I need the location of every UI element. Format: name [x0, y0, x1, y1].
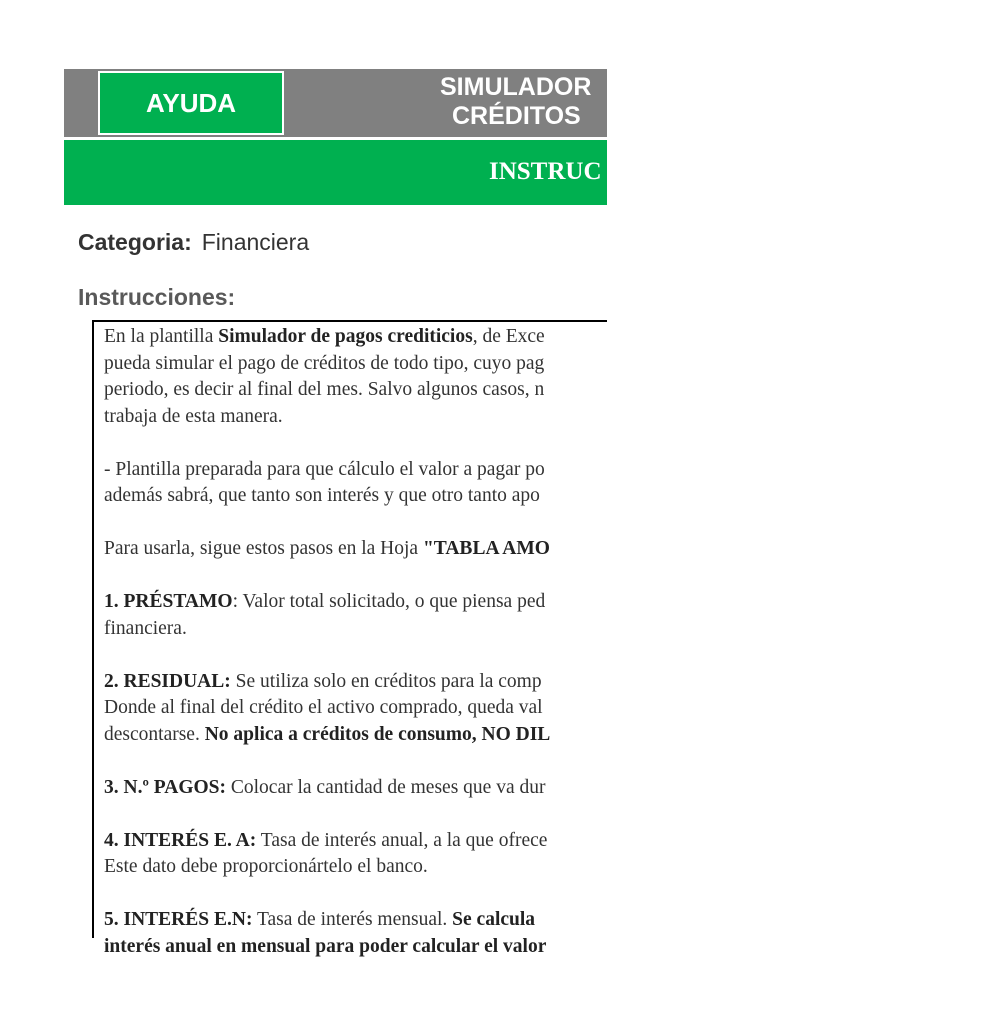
note: Se calcula — [452, 909, 536, 930]
text: Se utiliza solo en créditos para la comp — [230, 670, 542, 692]
page-title — [408, 71, 607, 135]
step-residual — [104, 669, 1004, 749]
category-row — [78, 229, 309, 256]
instructions-text — [104, 324, 1004, 987]
text: Para usarla, sigue estos pasos en la Hoja — [104, 538, 423, 559]
step-label: 3. N.º PAGOS: — [104, 776, 226, 798]
help-button[interactable]: AYUDA — [98, 71, 284, 135]
category-label: Categoria: — [78, 229, 192, 255]
note: No aplica a créditos de consumo, NO DIL — [204, 723, 551, 745]
section-banner-title: INSTRUC — [489, 158, 602, 185]
step-label: 4. INTERÉS E. A: — [104, 829, 257, 851]
step-prestamo — [104, 589, 1004, 642]
template-name: Simulador de pagos crediticios — [218, 326, 473, 347]
step-label: 5. INTERÉS E.N: — [104, 909, 253, 930]
text: Donde al final del crédito el activo comprado, queda val — [104, 697, 543, 718]
category-value: Financiera — [201, 229, 310, 255]
text: Tasa de interés anual, a la que ofrece — [256, 829, 548, 851]
text: trabaja de esta manera. — [104, 405, 283, 427]
title-line-1: SIMULADOR — [440, 73, 592, 101]
text: , de Exce — [472, 326, 545, 347]
title-line-2: CRÉDITOS — [452, 102, 581, 130]
text: pueda simular el pago de créditos de todo tipo, cuyo pag — [104, 352, 545, 374]
step-interes-ea — [104, 828, 1004, 881]
text: Colocar la cantidad de meses que va dur — [226, 776, 546, 798]
step-label: 1. PRÉSTAMO — [104, 591, 233, 612]
text: periodo, es decir al final del mes. Salvo algunos casos, n — [104, 379, 545, 400]
text: descontarse. — [104, 723, 205, 745]
instructions-heading: Instrucciones: — [78, 284, 236, 310]
step-pagos — [104, 775, 1004, 802]
text: además sabrá, que tanto son interés y que otro tanto apo — [104, 485, 540, 506]
note: interés anual en mensual para poder calcular el valor — [104, 935, 547, 957]
text: Tasa de interés mensual. — [252, 909, 453, 930]
section-banner — [64, 140, 607, 205]
paragraph-purpose — [104, 457, 1004, 510]
text: - Plantilla preparada para que cálculo el valor a pagar po — [104, 458, 545, 480]
text: : Valor total solicitado, o que piensa ped — [232, 591, 546, 612]
instructions-box — [92, 320, 607, 957]
text: En la plantilla — [104, 326, 219, 347]
paragraph-steps-intro — [104, 536, 1004, 563]
paragraph-intro — [104, 324, 1004, 430]
text: Este dato debe proporcionártelo el banco. — [104, 856, 428, 877]
step-label: 2. RESIDUAL: — [104, 670, 231, 692]
step-interes-en — [104, 907, 1004, 960]
sheet-name: "TABLA AMO — [422, 538, 550, 559]
text: financiera. — [104, 617, 187, 639]
